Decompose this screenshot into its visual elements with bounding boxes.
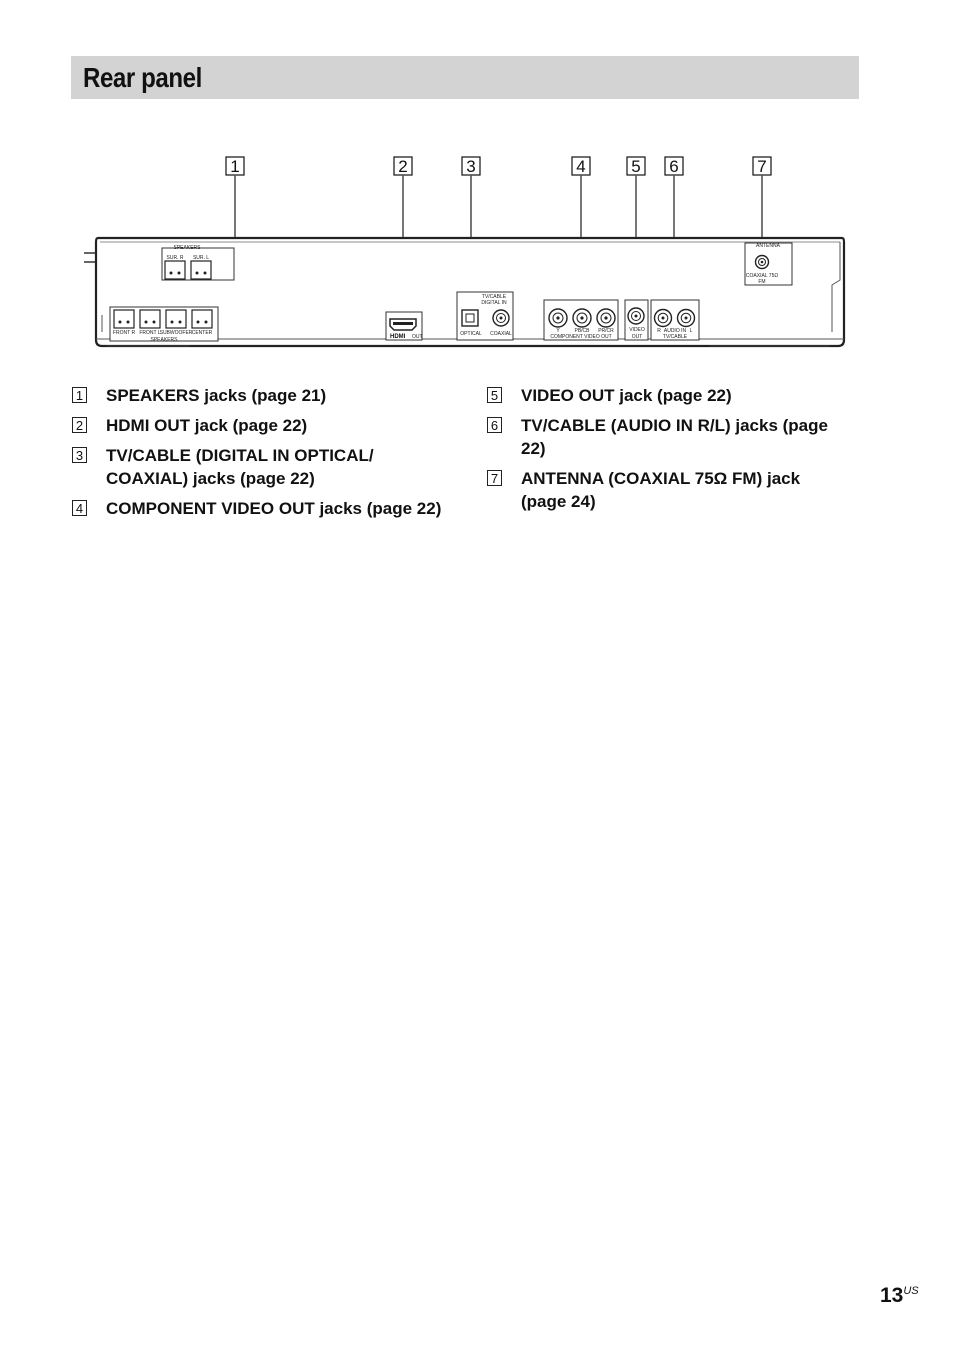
legend-number-3: 3 [72, 447, 87, 463]
legend-number-4: 4 [72, 500, 87, 516]
legend-number-5: 5 [487, 387, 502, 403]
speakers-top-label: SPEAKERS [173, 245, 201, 251]
callout-6 [665, 157, 683, 176]
callout-7-label: 7 [757, 157, 767, 176]
legend-text-5: VIDEO OUT jack (page 22) [521, 386, 732, 405]
r-label: R [657, 328, 661, 334]
video-label: VIDEO [629, 327, 645, 333]
rear-panel-illustration [70, 150, 860, 360]
callout-3 [462, 157, 480, 176]
tv-cable-digital-in-group [457, 292, 513, 340]
legend-item-1 [72, 384, 452, 407]
speakers-bottom-label: SPEAKERS [150, 337, 178, 343]
callout-1-label: 1 [230, 157, 240, 176]
callout-4 [572, 157, 590, 176]
legend-item-7 [487, 467, 847, 513]
subwoofer-jack[interactable] [166, 310, 186, 328]
legend-number-6: 6 [487, 417, 502, 433]
video-out-label: OUT [631, 334, 643, 340]
sur-r-label: SUR. R [166, 255, 184, 261]
section-title: Rear panel [83, 62, 202, 93]
sur-l-label: SUR. L [192, 255, 210, 261]
callout-1 [226, 157, 244, 176]
antenna-label: ANTENNA [756, 243, 780, 249]
page-number-suffix: US [903, 1285, 919, 1297]
rear-panel-diagram [70, 150, 860, 360]
center-label: CENTER [191, 330, 213, 336]
video-out-group [625, 300, 648, 340]
speakers-main-group [110, 307, 218, 343]
antenna-group [745, 243, 792, 285]
pr-cr-label: PR/CR [598, 328, 614, 334]
front-l-jack[interactable] [140, 310, 160, 328]
page-number-value: 13 [880, 1284, 904, 1307]
y-label: Y [556, 328, 560, 334]
sur-r-jack[interactable] [165, 261, 185, 279]
callout-5-label: 5 [631, 157, 641, 176]
legend-item-5 [487, 384, 847, 407]
tv-cable-audio-label: TV/CABLE [662, 334, 688, 340]
callout-5 [627, 157, 645, 176]
speakers-surround-group [162, 245, 234, 280]
pb-cb-label: PB/CB [574, 328, 590, 334]
legend-text-3: TV/CABLE (DIGITAL IN OPTICAL/ COAXIAL) jacks (page 22) [106, 446, 374, 488]
legend-text-4: COMPONENT VIDEO OUT jacks (page 22) [106, 499, 442, 518]
tv-cable-audio-in-group [651, 300, 699, 340]
callout-6-label: 6 [669, 157, 679, 176]
callout-2 [394, 157, 412, 176]
front-r-jack[interactable] [114, 310, 134, 328]
callout-4-label: 4 [576, 157, 586, 176]
optical-label: OPTICAL [460, 331, 482, 337]
callout-3-label: 3 [466, 157, 476, 176]
legend-number-1: 1 [72, 387, 87, 403]
legend-text-1: SPEAKERS jacks (page 21) [106, 386, 327, 405]
page-number [880, 1284, 919, 1308]
component-video-out-label: COMPONENT VIDEO OUT [550, 334, 612, 340]
section-title-bar [71, 56, 859, 99]
legend-item-6 [487, 414, 847, 460]
legend-item-4 [72, 497, 452, 520]
subwoofer-label: SUBWOOFER [159, 330, 193, 336]
digital-in-label: DIGITAL IN [481, 300, 507, 306]
component-video-out-group [544, 300, 618, 340]
coaxial-label: COAXIAL [490, 331, 512, 337]
legend-number-7: 7 [487, 470, 502, 486]
legend-item-3 [72, 444, 452, 490]
legend-text-7: ANTENNA (COAXIAL 75Ω FM) jack (page 24) [521, 469, 801, 511]
callout-2-label: 2 [398, 157, 408, 176]
front-r-label: FRONT R [112, 330, 136, 336]
legend-left-column [72, 384, 452, 527]
legend-text-6: TV/CABLE (AUDIO IN R/L) jacks (page 22) [521, 416, 828, 458]
front-l-label: FRONT L [139, 330, 161, 336]
hdmi-out-label: OUT [412, 334, 423, 340]
fm-label: FM [758, 279, 766, 285]
callout-7 [753, 157, 771, 176]
center-jack[interactable] [192, 310, 212, 328]
legend-text-2: HDMI OUT jack (page 22) [106, 416, 308, 435]
legend-item-2 [72, 414, 452, 437]
hdmi-out-group [386, 312, 423, 340]
legend-number-2: 2 [72, 417, 87, 433]
coaxial-75-label: COAXIAL 75Ω [745, 273, 779, 279]
audio-in-label: AUDIO IN [663, 328, 687, 334]
legend-right-column [487, 384, 847, 520]
sur-l-jack[interactable] [191, 261, 211, 279]
tv-cable-label: TV/CABLE [481, 294, 507, 300]
hdmi-logo-label: HDMI [390, 334, 406, 340]
l-label: L [689, 328, 693, 334]
